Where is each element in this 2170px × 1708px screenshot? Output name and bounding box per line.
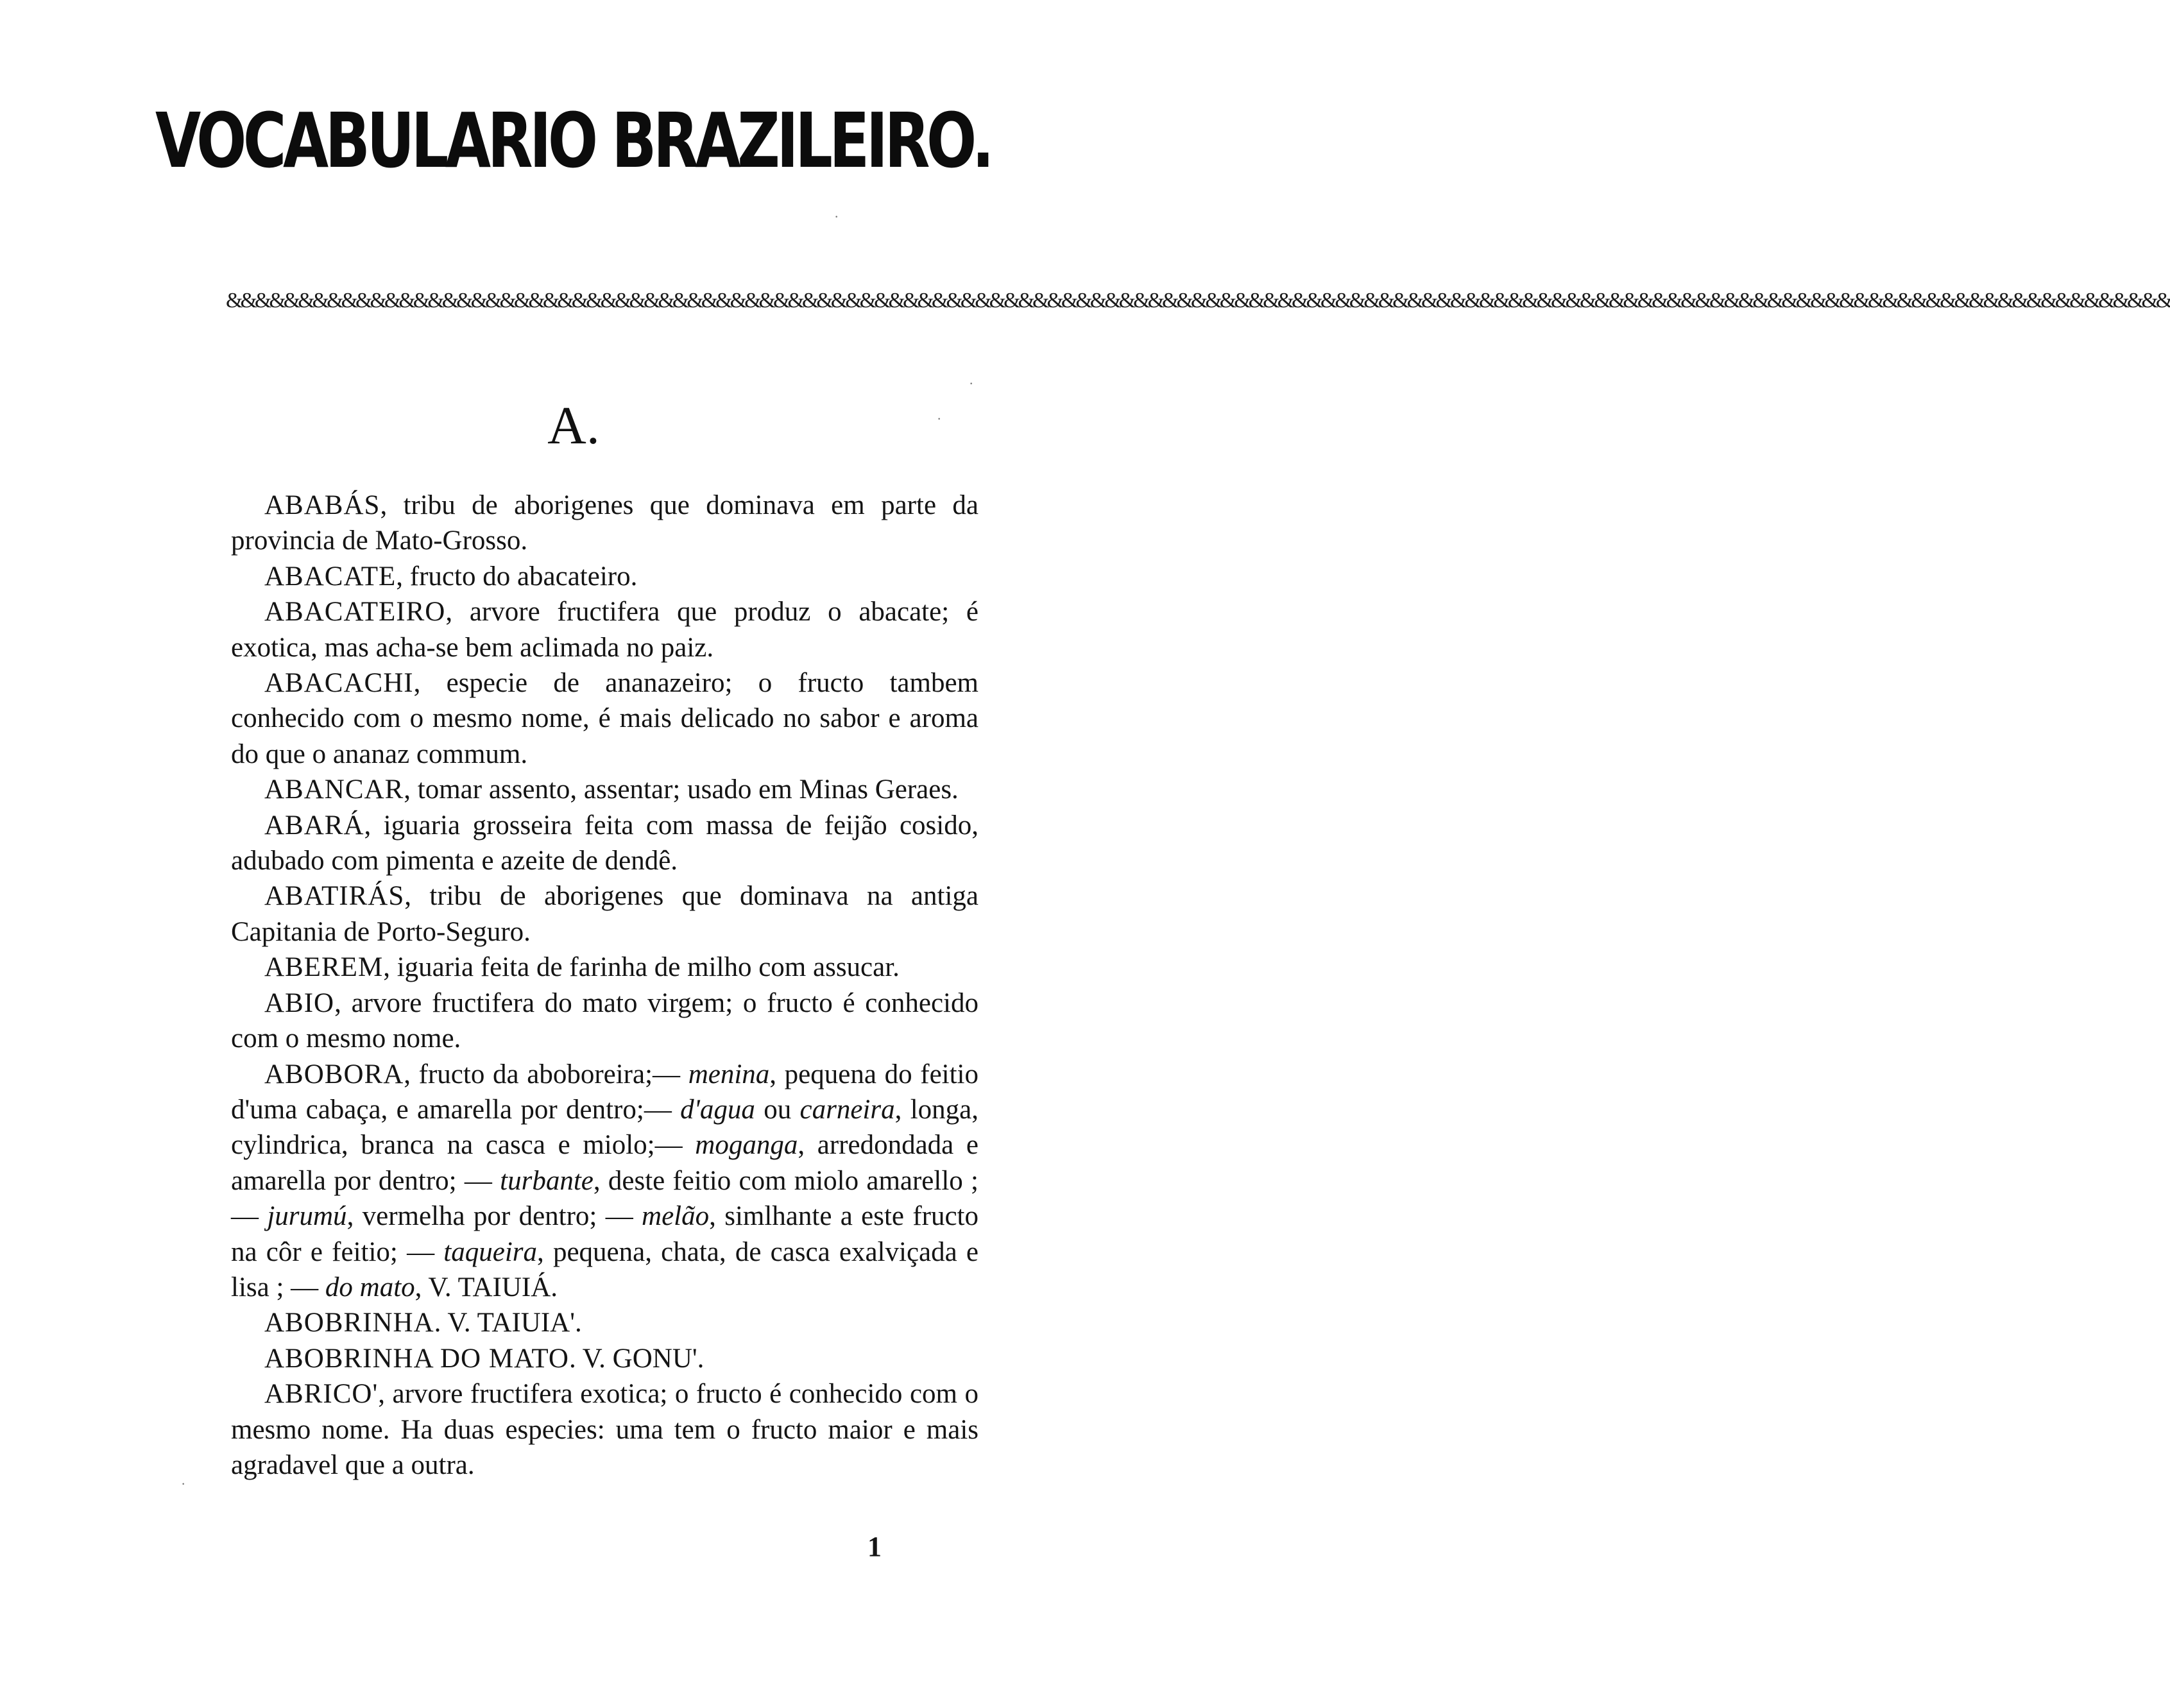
variety-term: moganga	[695, 1130, 798, 1161]
entry	[231, 878, 978, 950]
entry-definition: , iguaria feita de farinha de milho com assucar.	[383, 952, 900, 983]
print-speck: ·	[969, 375, 974, 391]
entry-text: , longa, cylindrica, branca na casca e miolo;—	[231, 1094, 978, 1161]
entry-definition: , arvore fructifera exotica; o fructo é conhecido com o mesmo nome. Ha duas especies: uma tem o fructo maior e mais agradavel que a outra.	[231, 1379, 978, 1480]
variety-term: do mato	[325, 1272, 415, 1302]
entry-headword: ABOBRINHA	[264, 1308, 434, 1338]
variety-term: turbante	[500, 1165, 594, 1196]
entry-headword: ABATIRÁS	[264, 881, 405, 912]
entry-text: , deste feitio com miolo amarello ; —	[231, 1165, 978, 1232]
entry-headword: ABACATEIRO	[264, 597, 446, 628]
entry-text: ou	[755, 1094, 800, 1125]
entry-text: , pequena do feitio d'uma cabaça, e amarella por dentro;—	[231, 1059, 978, 1125]
entry-definition: . V. GONU'.	[568, 1343, 705, 1374]
variety-term: taqueira	[443, 1236, 537, 1267]
entry-headword: ABABÁS	[264, 490, 380, 520]
entry-definition: , especie de ananazeiro; o fructo tambem conhecido com o mesmo nome, é mais delicado no sabor e aroma do que o ananaz commum.	[231, 668, 978, 769]
print-speck: ·	[834, 209, 839, 225]
entry	[231, 986, 978, 1057]
print-speck: ·	[937, 411, 942, 427]
entry	[231, 594, 978, 665]
variety-term: carneira	[799, 1094, 895, 1125]
variety-term: melão	[642, 1201, 710, 1232]
page-title: VOCABULARIO BRAZILEIRO.	[155, 96, 991, 185]
entry-text: , fructo da aboboreira;—	[404, 1059, 688, 1089]
variety-term: jurumú	[267, 1201, 347, 1232]
entry	[231, 950, 978, 985]
entry	[231, 1341, 978, 1376]
entry-definition: , arvore fructifera do mato virgem; o fructo é conhecido com o mesmo nome.	[231, 987, 978, 1054]
entry-headword: ABANCAR	[264, 774, 404, 805]
variety-term: d'agua	[680, 1094, 755, 1125]
dictionary-entries	[231, 488, 978, 1483]
entry-headword: ABOBRINHA DO MATO	[264, 1343, 569, 1374]
entry	[231, 559, 978, 594]
entry-text: , arredondada e amarella por dentro; —	[231, 1130, 978, 1196]
print-speck: ·	[181, 1476, 186, 1492]
entry-headword: ABOBORA	[264, 1059, 404, 1089]
entry-definition: , fructo do abacateiro.	[396, 561, 638, 592]
entry	[231, 1376, 978, 1483]
entry-headword: ABACATE	[264, 561, 397, 592]
entry-definition: , tribu de aborigenes que dominava em parte da provincia de Mato-Grosso.	[231, 490, 978, 556]
entry-definition: , tribu de aborigenes que dominava na antiga Capitania de Porto-Seguro.	[231, 881, 978, 947]
entry-headword: ABIO	[264, 987, 335, 1018]
entry-text: , vermelha por dentro; —	[346, 1201, 642, 1232]
ornamental-rule: &&&&&&&&&&&&&&&&&&&&&&&&&&&&&&&&&&&&&&&&&&&&&&&&&&&&&&&&&&&&&&&&&&&&&&&&&&&&&&&&&&&&&&&&&&&&&&&&&&&&&&&&&&&&&&&&&&&&&&&&&&&&&&&&&&&&&&&	[226, 289, 2170, 312]
entry-headword: ABARÁ	[264, 810, 364, 841]
variety-term: menina	[688, 1059, 770, 1089]
entry-definition: . V. TAIUIA'.	[434, 1308, 582, 1338]
entry-headword: ABRICO'	[264, 1379, 379, 1410]
page-number: 1	[867, 1531, 882, 1562]
entry-definition: , iguaria grosseira feita com massa de feijão cosido, adubado com pimenta e azeite de dendê.	[231, 810, 978, 876]
entry-text: , V. TAIUIÁ.	[414, 1272, 558, 1302]
entry-text: , pequena, chata, de casca exalviçada e lisa ; —	[231, 1236, 978, 1302]
entry	[231, 488, 978, 559]
entry	[231, 808, 978, 879]
entry-definition: , arvore fructifera que produz o abacate; é exotica, mas acha-se bem aclimada no paiz.	[231, 597, 978, 663]
entry-headword: ABEREM	[264, 952, 384, 983]
entry	[231, 1305, 978, 1340]
entry-headword: ABACACHI	[264, 668, 414, 699]
entry-text: , simlhante a este fructo na côr e feitio; —	[231, 1201, 978, 1267]
section-letter: A.	[547, 396, 600, 456]
entry	[231, 665, 978, 772]
entry	[231, 772, 978, 807]
entry-definition: , tomar assento, assentar; usado em Minas Geraes.	[404, 774, 959, 805]
entry-abobora	[231, 1057, 978, 1306]
